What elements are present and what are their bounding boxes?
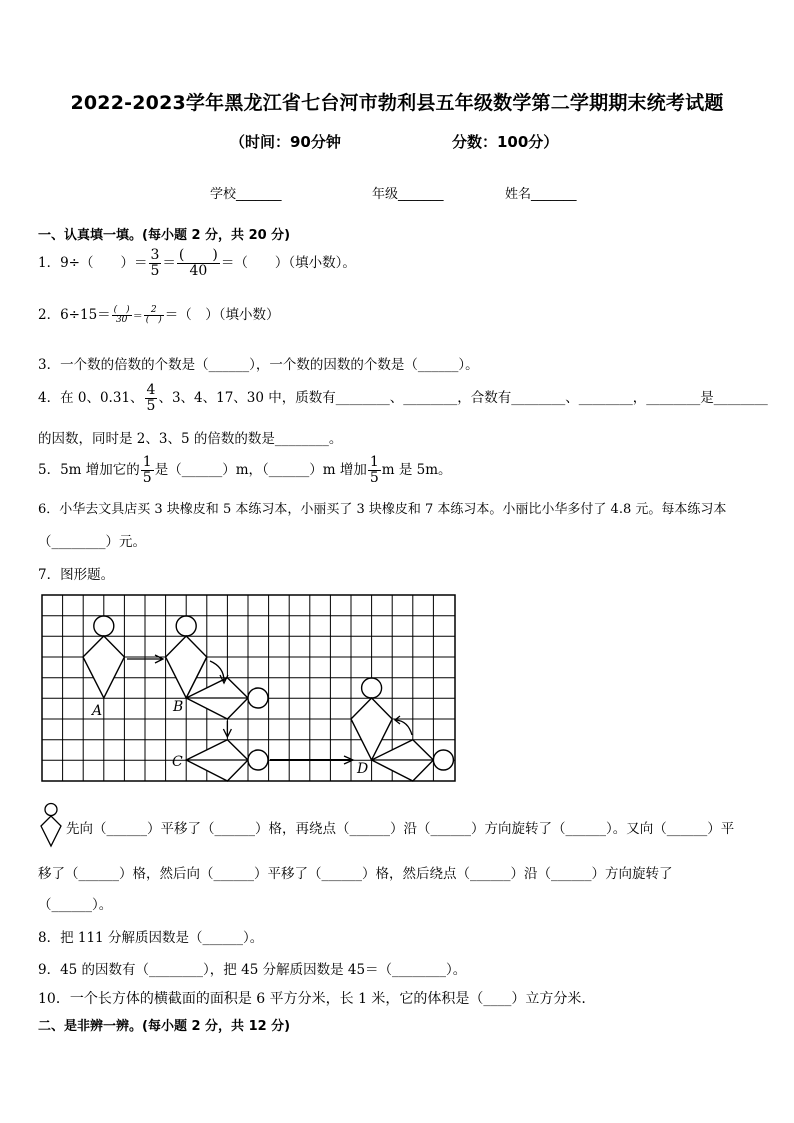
question-7-cont-2: （______）。 [38, 897, 113, 913]
figure-d-circle [362, 678, 382, 698]
figure-d-kite [351, 698, 392, 760]
label-b: B [173, 699, 184, 715]
question-text: m 是 5m。 [381, 462, 452, 478]
figure-b-rotated-circle [248, 688, 268, 708]
figure-d-rotated-circle [433, 750, 453, 770]
page-title: 2022-2023学年黑龙江省七台河市勃利县五年级数学第二学期期末统考试题 [70, 92, 724, 114]
label-d: D [357, 761, 369, 777]
fraction: $\frac{( )}{40}$ [178, 247, 218, 279]
question-text: 、3、4、17、30 中，质数有________、________，合数有________、________，________是________ [158, 390, 768, 406]
kite-shape-icon [38, 802, 64, 848]
question-5 [38, 452, 452, 488]
school-field: 学校_______ [210, 187, 282, 202]
label-a: A [92, 703, 103, 719]
question-text: 1．9÷（ ）＝ [38, 255, 148, 271]
question-text: ＝（ ）（填小数） [164, 307, 280, 323]
figure-c-circle [248, 750, 268, 770]
fraction: $\frac{( )}{30}$ [113, 304, 130, 325]
question-text: 4．在 0、0.31、 [38, 390, 144, 406]
question-3: 3．一个数的倍数的个数是（______），一个数的因数的个数是（______）。 [38, 357, 479, 373]
question-4 [38, 380, 768, 416]
figure-b-circle [176, 616, 196, 636]
grade-field: 年级_______ [372, 187, 444, 202]
question-10: 10．一个长方体的横截面的面积是 6 平方分米，长 1 米，它的体积是（____）立方分米. [38, 991, 586, 1007]
question-6-cont: （________）元。 [38, 534, 146, 550]
question-6: 6．小华去文具店买 3 块橡皮和 5 本练习本，小丽买了 3 块橡皮和 7 本练习本。小丽比小华多付了 4.8 元。每本练习本 [38, 502, 727, 517]
exam-score: 分数：100分） [452, 133, 559, 151]
question-1: 1．9÷（ ）＝ $\frac{3}{5}$ ＝ $\frac{( )}{40}$ ＝（ ）（填小数）。 [38, 247, 356, 279]
question-text: 2．6÷15＝ [38, 307, 111, 323]
question-text: 5．5m 增加它的 [38, 462, 140, 478]
question-7-cont: 移了（______）格，然后向（______）平移了（______）格，然后绕点（______）沿（______）方向旋转了 [38, 866, 673, 882]
question-7: 7．图形题。 [38, 567, 115, 583]
fraction: $\frac{1}{5}$ [369, 454, 379, 486]
question-9: 9．45 的因数有（________），把 45 分解质因数是 45＝（________）。 [38, 962, 467, 978]
question-8: 8．把 111 分解质因数是（______）。 [38, 930, 264, 946]
figure-a-kite [83, 636, 124, 698]
fraction: $\frac{4}{5}$ [146, 382, 156, 414]
fraction: $\frac{3}{5}$ [150, 247, 160, 279]
exam-time: （时间：90分钟 [230, 133, 341, 151]
fraction: $\frac{2}{( )}$ [145, 304, 162, 325]
question-4-cont: 的因数，同时是 2、3、5 的倍数的数是________。 [38, 431, 343, 447]
question-7-text: 先向（______）平移了（______）格，再绕点（______）沿（______）方向旋转了（______）。又向（______）平 [66, 821, 735, 837]
fraction: $\frac{1}{5}$ [142, 454, 152, 486]
figure-a-circle [94, 616, 114, 636]
section-heading: 一、认真填一填。(每小题 2 分，共 20 分) [38, 228, 291, 243]
question-text: 是（______）m，（______）m 增加 [154, 462, 367, 478]
label-c: C [172, 754, 183, 770]
translation-rotation-grid-figure [40, 593, 458, 783]
question-2: 2．6÷15＝ $\frac{( )}{30}$ ＝ $\frac{2}{( )}$ ＝（ ）（填小数） [38, 304, 280, 325]
section-heading: 二、是非辨一辨。(每小题 2 分，共 12 分) [38, 1019, 291, 1034]
question-text: ＝（ ）（填小数）。 [220, 255, 356, 271]
name-field: 姓名_______ [505, 187, 577, 202]
figure-b-kite [166, 636, 207, 698]
